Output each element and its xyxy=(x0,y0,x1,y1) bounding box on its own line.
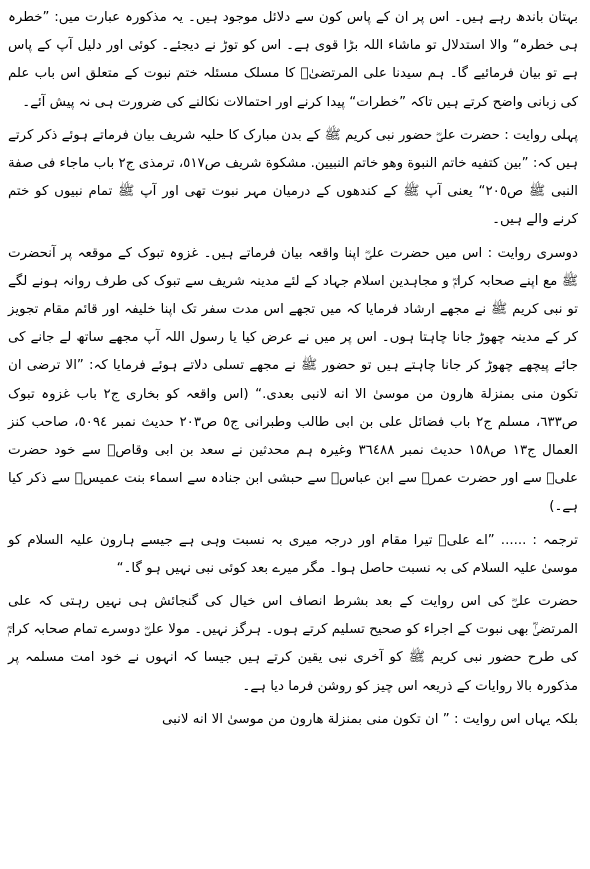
paragraph-translation: ترجمہ : ...... ”اے علیؓ تیرا مقام اور درجہ میری بہ نسبت وہی ہے جیسے ہارون علیہ السلام کو موسیٰ علیہ السلام کی بہ نسبت حاصل ہوا۔ مگر میرے بعد کوئی نبی نہیں ہو گا۔“ xyxy=(8,532,578,576)
paragraph-continuation: بلکہ یہاں اس روایت : ” ان تكون منی بمنزلة هارون من موسىٰ الا انه لانبی xyxy=(161,711,578,727)
paragraph-conclusion: حضرت علیؓ کی اس روایت کے بعد بشرط انصاف اس خیال کی گنجائش ہی نہیں رہتی کہ علی المرتضیٰؓ بھی نبوت کے اجراء کو صحیح تسلیم کرتے ہوں۔ ہرگز نہیں۔ مولا علیؓ دوسرے تمام صحابہ کرامؓ کی طرح حضور نبی کریم ﷺ کو آخری نبی یقین کرتے ہیں جیسا کہ انہوں نے خود امت مسلمہ پر مذکورہ بالا روایات کے ذریعہ اس چیز کو روشن فرما دیا ہے۔ xyxy=(8,594,578,694)
paragraph-second-narration: دوسری روایت : اس میں حضرت علیؓ اپنا واقعہ بیان فرماتے ہیں۔ غزوہ تبوک کے موقعہ پر آنحضرت ﷺ مع اپنے صحابہ کرامؓ و مجاہدین اسلام جہاد کے لئے مدینہ شریف سے تبوک کی طرف روانہ ہونے لگے تو نبی کریم ﷺ نے مجھے ارشاد فرمایا کہ میں تجھے اس مدت سفر تک اپنا خلیفہ اور قائم مقام تجویز کر کے مدینہ چھوڑ جانا چاہتا ہوں۔ اس پر میں نے عرض کیا یا رسول اللہ آپ مجھے ساتھ لے جانے کی جائے پیچھے چھوڑ کر جانا چاہتے ہیں تو حضور ﷺ نے مجھے تسلی دلاتے ہوئے فرمایا کہ: ”الا ترضی ان تكون منی بمنزلة هارون من موسىٰ الا انه لانبی بعدی.“ (اس واقعہ کو بخاری ج٢ باب غزوہ تبوک ص٦٣٣، مسلم ج٢ باب فضائل علی بن ابی طالب وطبرانی ج٥ ص٢٠٣ حدیث نمبر ٥٠٩٤، صاحب کنز العمال ج١٣ ص١٥٨ حدیث نمبر ٣٦٤٨٨ وغیرہ ہم محدثین نے سعد بن ابی وقاصؓ سے خود حضرت علیؓ سے اور حضرت عمرؓ سے ابن عباسؓ سے حبشی ابن جنادہ سے اسماء بنت عمیسؓ سے ذکر کیا ہے۔) xyxy=(8,245,579,515)
paragraph-intro: بہتان باندھ رہے ہیں۔ اس پر ان کے پاس کون سے دلائل موجود ہیں۔ یہ مذکورہ عبارت میں: ”خطرہ ہی خطرہ“ والا استدلال تو ماشاء اللہ بڑا قوی ہے۔ اس کو توڑ نے دیجئے۔ کوئی اور دلیل آپ کے پاس ہے تو بیان فرمائیے گا۔ ہم سیدنا علی المرتضیٰؓ کا مسلک مسئلہ ختم نبوت کے متعلق اس باب علم کی زبانی واضح کرتے ہیں تاکہ ”خطرات“ پیدا کرنے اور احتمالات نکالنے کی ضرورت ہی نہ پیش آئے۔ xyxy=(8,10,578,110)
paragraph-first-narration: پہلی روایت : حضرت علیؓ حضور نبی کریم ﷺ کے بدن مبارک کا حلیہ شریف بیان فرماتے ہوئے ذکر کرتے ہیں کہ: ”بين كتفيه خاتم النبوة وهو خاتم النبيين. مشكوة شريف ص٥١٧، ترمذی ج٢ باب ماجاء فی صفة النبی ﷺ ص٢٠٥“ یعنی آپ ﷺ کے کندھوں کے درمیان مہر نبوت تھی اور آپ ﷺ تمام نبیوں کو ختم کرنے والے ہیں۔ xyxy=(8,127,579,228)
